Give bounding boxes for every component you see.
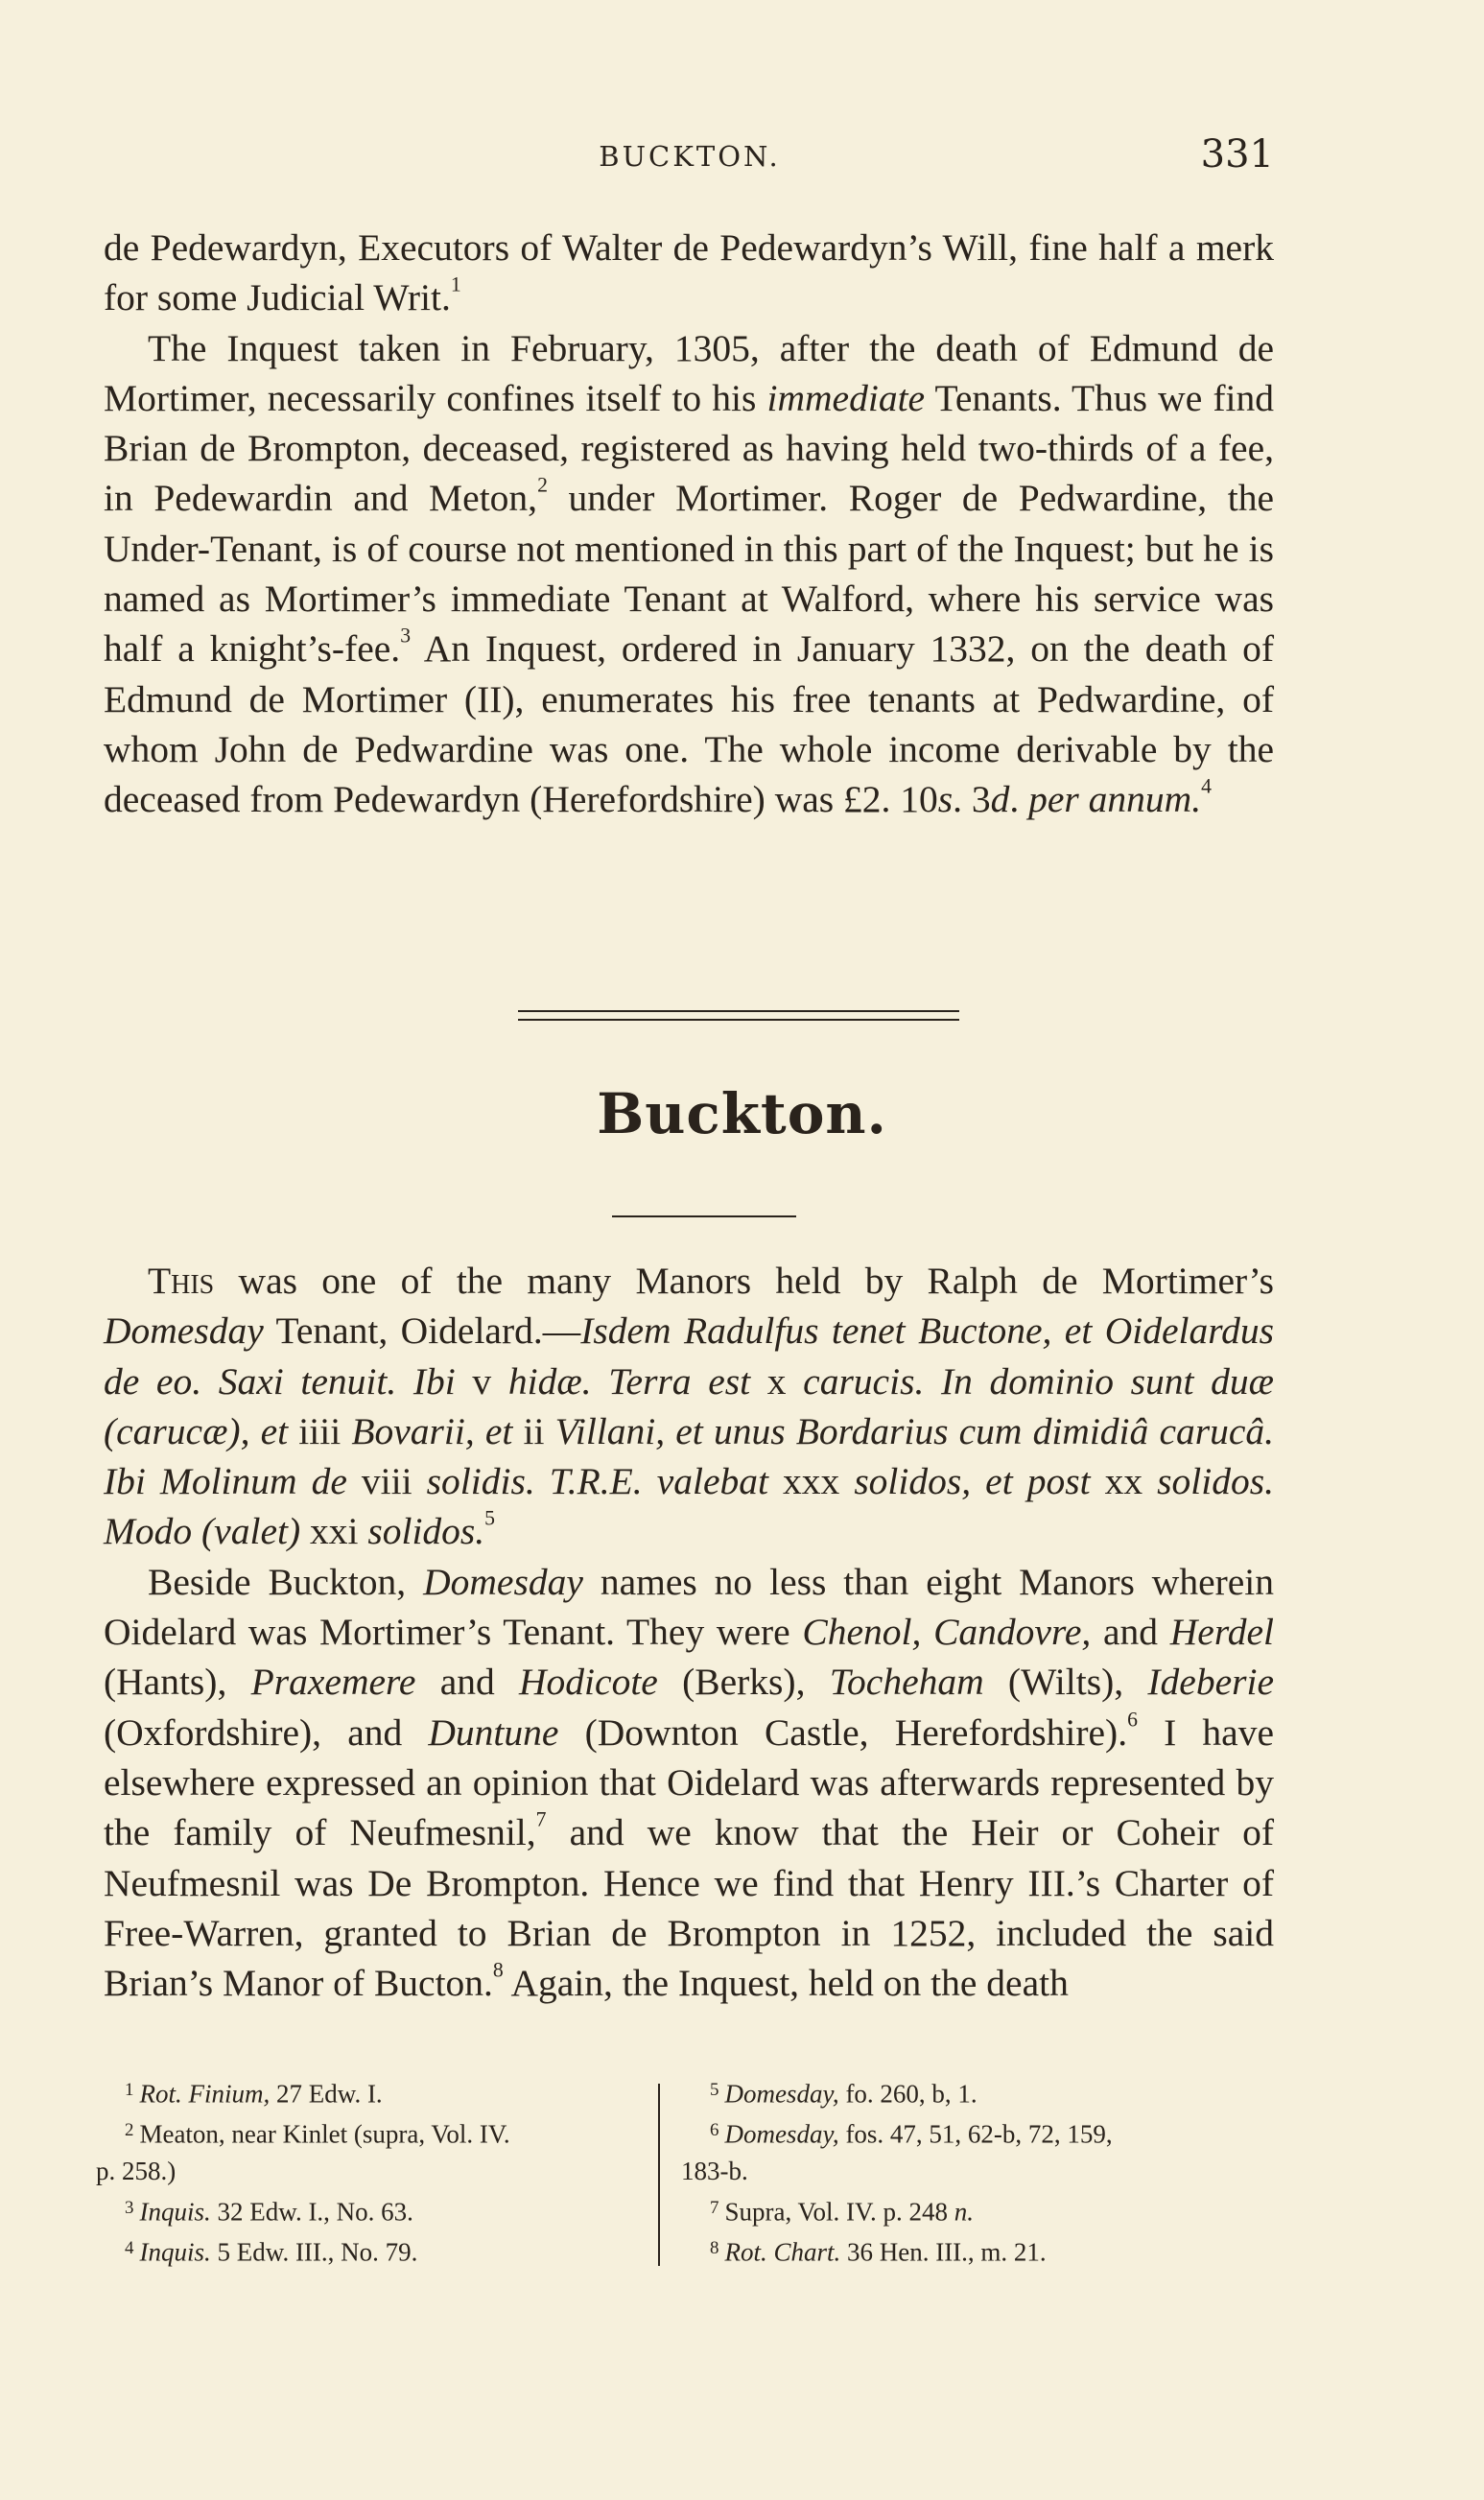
- title-underline: [612, 1215, 796, 1217]
- page-number: 331: [1200, 132, 1274, 177]
- footnote-3: $^3$ Inquis. 32 Edw. I., No. 63.: [125, 2197, 413, 2227]
- footnotes-right-column: [681, 2072, 1276, 2271]
- section-divider: [518, 1010, 959, 1021]
- footnote-ref-6: 6: [1127, 1708, 1138, 1732]
- running-head: BUCKTON.: [599, 140, 781, 173]
- footnotes-left-column: [96, 2072, 652, 2271]
- section-title: Buckton.: [597, 1081, 887, 1146]
- footnote-ref-5: 5: [484, 1506, 496, 1530]
- footnote-ref-3: 3: [400, 624, 412, 648]
- footnote-column-rule: [658, 2084, 660, 2266]
- paragraph-continuation: [104, 223, 1274, 825]
- footnote-ref-7: 7: [535, 1807, 547, 1831]
- paragraph-3: Beside Buckton, Domesday names no less than eight Manors wherein Oidelard was Mortimer’s Tenant. They were Chenol, Candovre, and Herdel (Hants), Praxemere and Hodicote (Berks), Tocheham (Wilts), Ideberie (Oxfordshire), and Duntune (Downton Castle, Herefordshire).$^6$ I have elsewhere expressed an opinion that Oidelard was afterwards represented by the family of Neufmesnil,$^7$ and we know that the Heir or Coheir of Neufmesnil was De Brompton. Hence we find that Henry III.’s Charter of Free-Warren, granted to Brian de Brompton in 1252, included the said Brian’s Manor of Bucton.$^8$ Again, the Inquest, held on the death: [104, 1560, 1275, 2005]
- buckton-text: [104, 1256, 1274, 2008]
- footnote-6-continued: 183-b.: [681, 2157, 748, 2186]
- footnote-4: $^4$ Inquis. 5 Edw. III., No. 79.: [125, 2237, 418, 2267]
- page-header: [106, 132, 1274, 180]
- footnote-2: $^2$ Meaton, near Kinlet (supra, Vol. IV.: [125, 2119, 510, 2149]
- footnote-ref-1: 1: [450, 272, 461, 296]
- paragraph-1b: The Inquest taken in February, 1305, after the death of Edmund de Mortimer, necessarily confines itself to his immediate Tenants. Thus we find Brian de Brompton, deceased, registered as having held two-thirds of a fee, in Pedewardin and Meton,$^2$ under Mortimer. Roger de Pedwardine, the Under-Tenant, is of course not mentioned in this part of the Inquest; but he is named as Mortimer’s immediate Tenant at Walford, where his service was half a knight’s-fee.$^3$ An Inquest, ordered in January 1332, on the death of Edmund de Mortimer (II), enumerates his free tenants at Pedwardine, of whom John de Pedwardine was one. The whole income derivable by the deceased from Pedewardyn (Herefordshire) was £2. 10s. 3d. per annum.$^4$: [104, 326, 1275, 821]
- footnote-6: $^6$ Domesday, fos. 47, 51, 62-b, 72, 159,: [710, 2119, 1113, 2149]
- paragraph-2: This was one of the many Manors held by Ralph de Mortimer’s Domesday Tenant, Oidelard.—Isdem Radulfus tenet Buctone, et Oidelardus de eo. Saxi tenuit. Ibi v hidæ. Terra est x carucis. In dominio sunt duæ (carucæ), et iiii Bovarii, et ii Villani, et unus Bordarius cum dimidiâ carucâ. Ibi Molinum de viii solidis. T.R.E. valebat xxx solidos, et post xx solidos. Modo (valet) xxi solidos.$^5$: [104, 1260, 1275, 1553]
- footnote-8: $^8$ Rot. Chart. 36 Hen. III., m. 21.: [710, 2237, 1047, 2267]
- footnote-7: $^7$ Supra, Vol. IV. p. 248 n.: [710, 2197, 974, 2227]
- footnote-ref-4: 4: [1201, 774, 1212, 798]
- footnote-2-continued: p. 258.): [96, 2157, 177, 2186]
- footnote-ref-2: 2: [537, 473, 548, 497]
- footnote-1: $^1$ Rot. Finium, 27 Edw. I.: [125, 2079, 383, 2109]
- footnote-ref-8: 8: [492, 1958, 504, 1982]
- paragraph-1a: de Pedewardyn, Executors of Walter de Pedewardyn’s Will, fine half a merk for some Judicial Writ.$^1$: [104, 226, 1274, 319]
- footnote-5: $^5$ Domesday, fo. 260, b, 1.: [710, 2079, 978, 2109]
